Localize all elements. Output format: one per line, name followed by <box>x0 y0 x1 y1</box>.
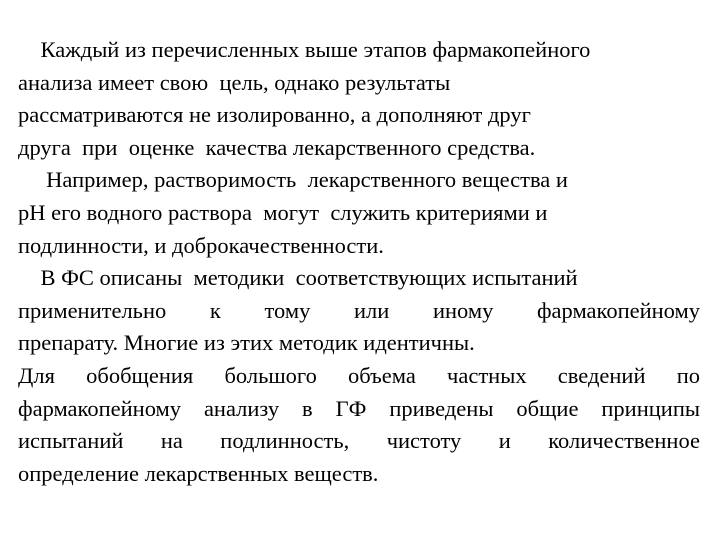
text-line: анализа имеет свою цель, однако результаты <box>18 69 451 95</box>
paragraph-stages-of-analysis <box>18 34 700 164</box>
text-line: препарату. Многие из этих методик идентичны. <box>18 330 475 356</box>
paragraph-solubility-example <box>18 164 700 262</box>
text-line: рассматриваются не изолированно, а дополняют друг <box>18 102 531 128</box>
text-line: фармакопейному анализу в ГФ приведены общие принципы <box>18 395 700 421</box>
text-line: В ФС описаны методики соответствующих испытаний <box>18 265 578 291</box>
text-line: Каждый из перечисленных выше этапов фармакопейного <box>18 37 591 62</box>
text-line: подлинности, и доброкачественности. <box>18 232 384 258</box>
text-line: Например, растворимость лекарственного вещества и <box>18 167 568 193</box>
text-line: друга при оценке качества лекарственного средства. <box>18 134 536 160</box>
paragraph-general-principles <box>18 360 700 490</box>
paragraph-fs-methods <box>18 262 700 360</box>
text-line: Для обобщения большого объема частных сведений по <box>18 362 700 388</box>
text-line: испытаний на подлинность, чистоту и количественное <box>18 428 700 454</box>
text-line: pH его водного раствора могут служить критериями и <box>18 199 548 225</box>
body-text <box>18 34 700 490</box>
text-line: определение лекарственных веществ. <box>18 460 379 486</box>
text-line: применительно к тому или иному фармакопейному <box>18 297 700 323</box>
